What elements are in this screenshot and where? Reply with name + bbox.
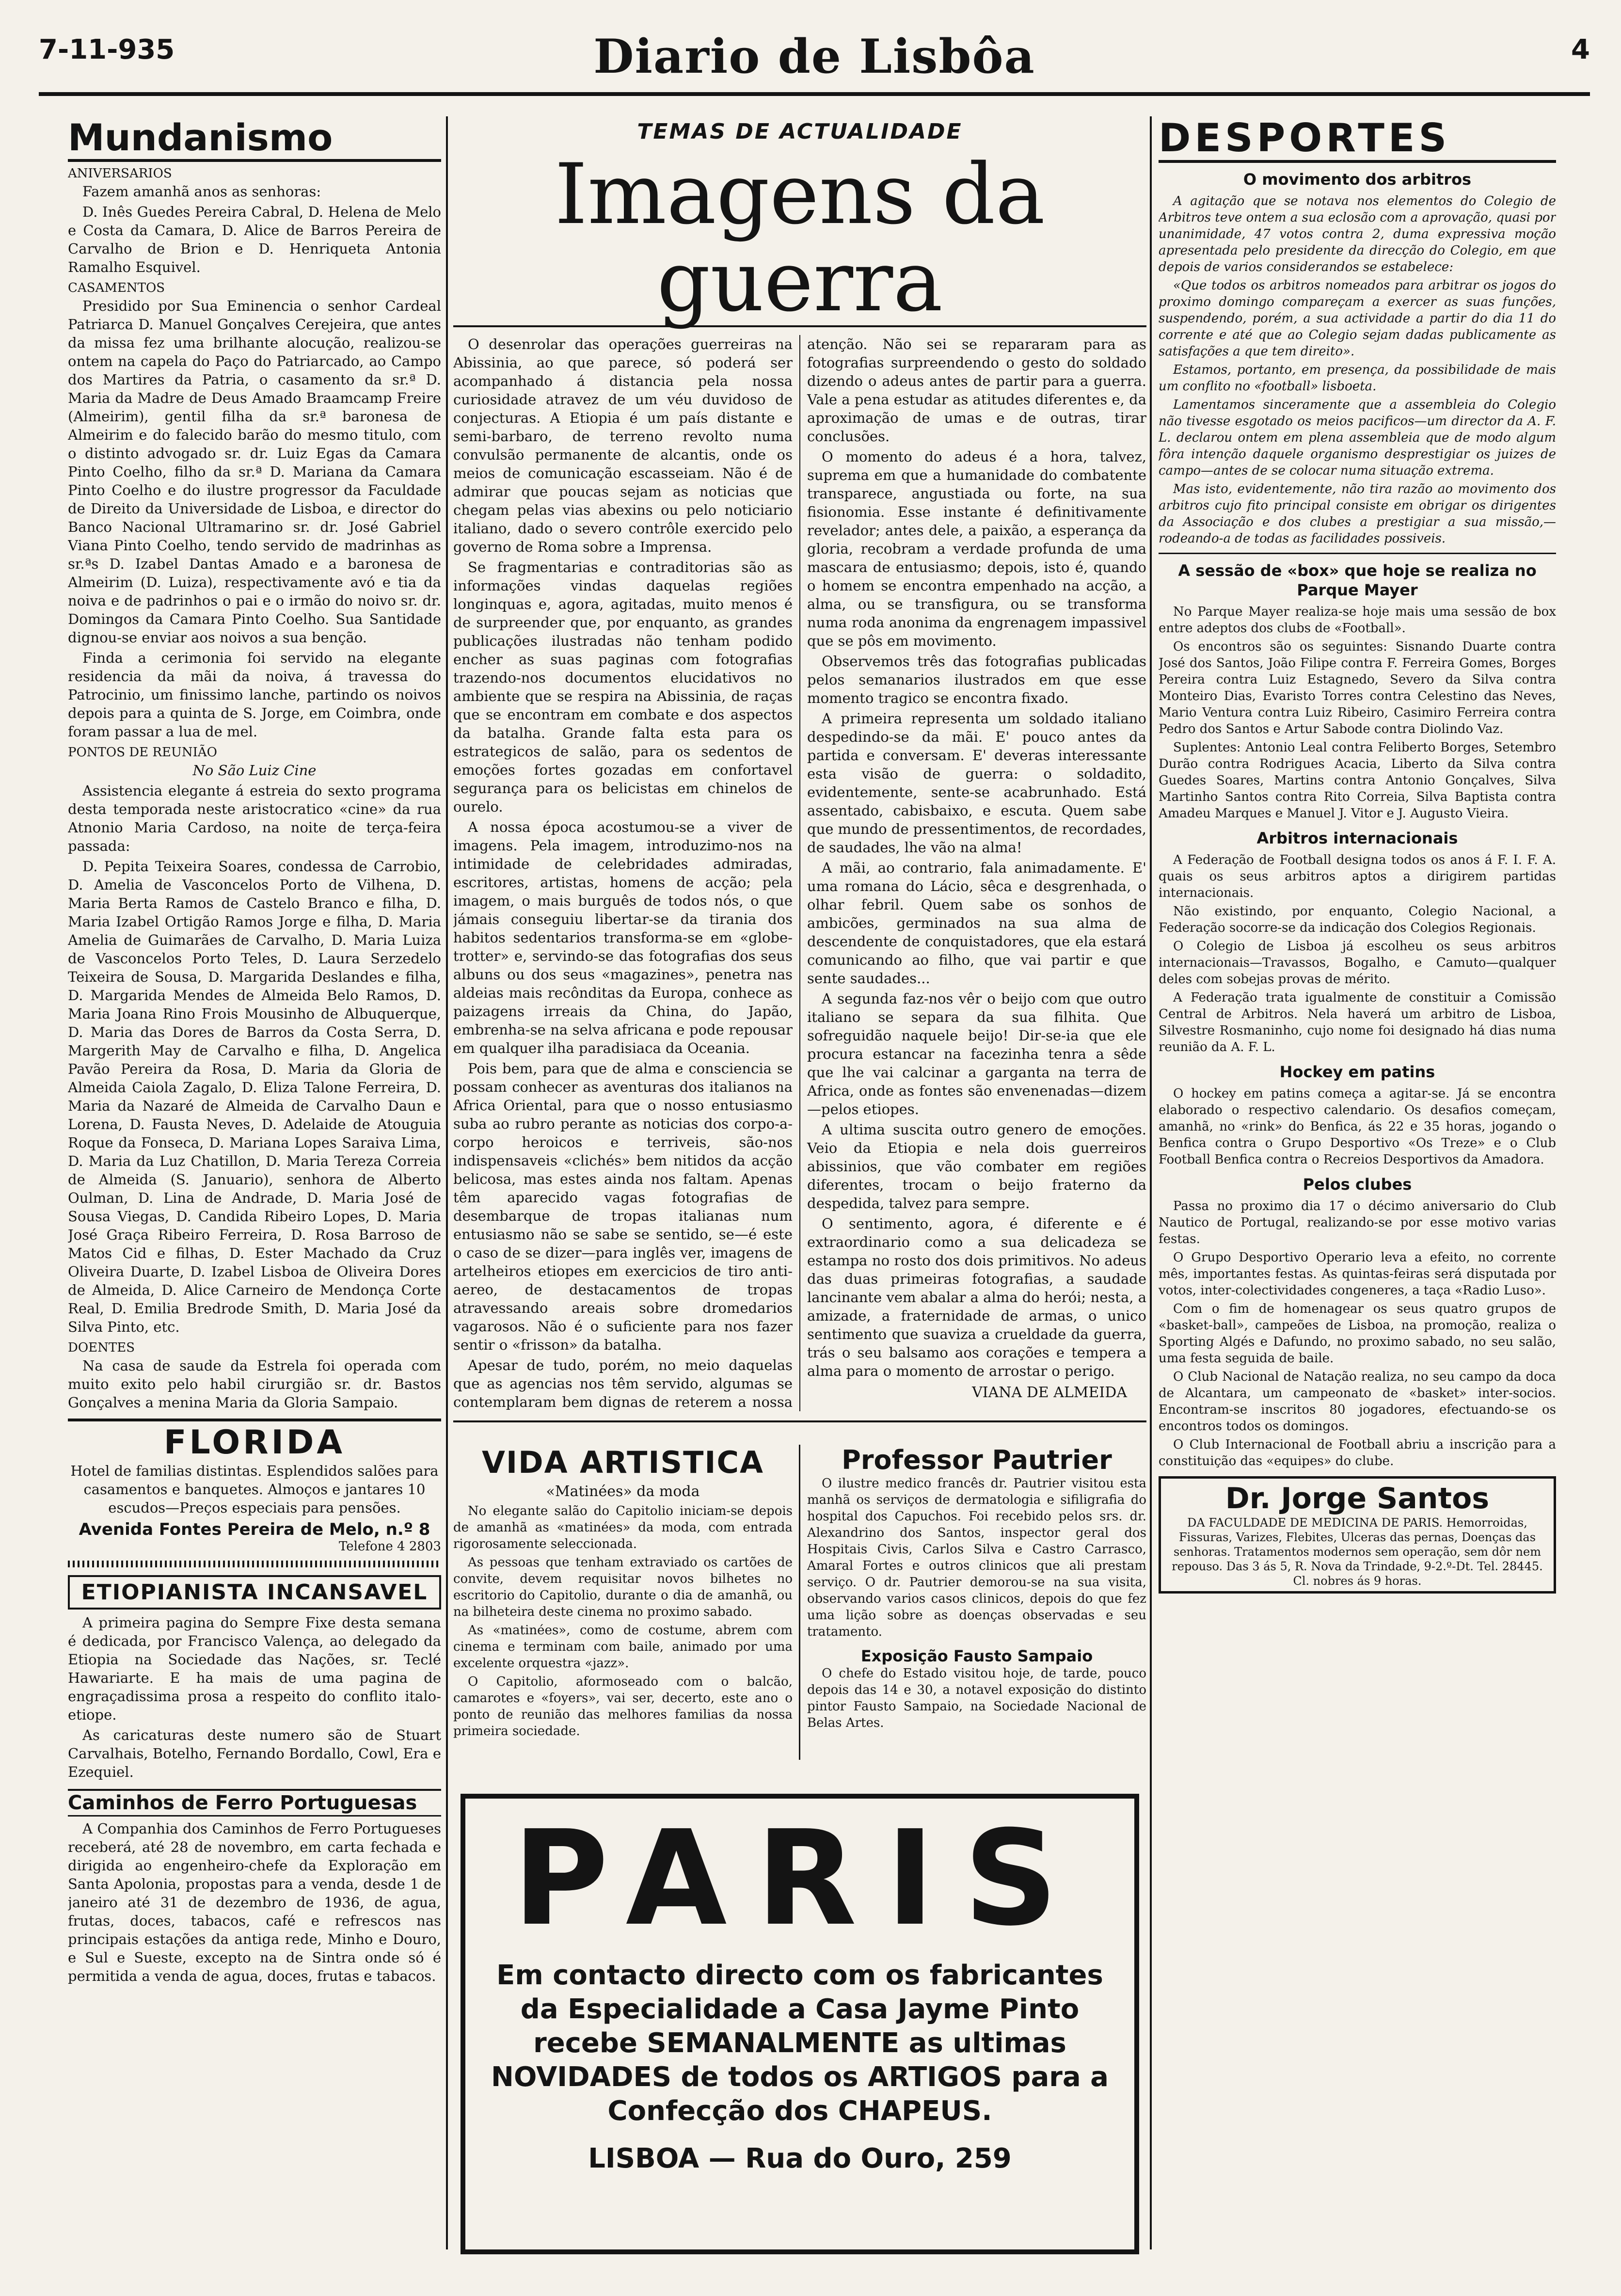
ad-paris-body: Em contacto directo com os fabricantes da Especialidade a Casa Jayme Pinto recebe SEMANALMENTE as ultimas NOVIDADES de todos os ARTIGOS para a Confecção dos CHAPEUS. xyxy=(491,1960,1109,2127)
article-body xyxy=(453,335,1146,1411)
headline-imagens-da-guerra: Imagens da guerra xyxy=(453,151,1146,327)
paragraph: D. Pepita Teixeira Soares, condessa de Carrobio, D. Amelia de Vasconcelos Porto de Vilhena, D. Maria Berta Ramos de Castelo Branco e filha, D. Maria Izabel Ortigão Ramos Jorge e filha, D. Maria Amelia de Guimarães de Carvalho, D. Maria Luiza de Vasconcelos Porto Teles, D. Laura Serzedelo Teixeira de Sousa, D. Margarida Deslandes e filha, D. Margarida Mendes de Almeida Belo Ramos, D. Maria Joana Rino Frois Mousinho de Albuquerque, D. Maria das Dores de Barros da Costa Serra, D. Margerith May de Carvalho e filha, D. Angelica Pavão Pereira da Rosa, D. Maria da Gloria de Almeida Caiola Zagalo, D. Eliza Talone Ferreira, D. Maria da Nazaré de Almeida de Carvalho Daun e Lorena, D. Fausta Neves, D. Adelaide de Atouguia Roque da Fonseca, D. Mariana Lopes Saraiva Lima, D. Maria da Luz Chatillon, D. Maria Tereza Correia de Almeida (S. Januario), senhora de Alberto Oulman, D. Lina de Andrade, D. Maria José de Sousa Viegas, D. Candida Ribeiro Lopes, D. Maria José Graça Ribeiro Ferreira, D. Rosa Barroso de Matos Cid e filhas, D. Ester Machado da Cruz Oliveira Duarte, D. Izabel Lisboa de Oliveira Dores de Almeida, D. Alice Carneiro de Mendonça Corte Real, D. Emilia Bredrode Smith, D. Maria José da Silva Pinto, etc. xyxy=(68,858,441,1335)
column-mundanismo xyxy=(68,116,441,2249)
paragraph: No elegante salão do Capitolio iniciam-se depois de amanhã as «matinées» da moda, com entrada rigorosamente seleccionada. xyxy=(453,1504,793,1551)
masthead-rule xyxy=(39,92,1590,96)
paragraph: O chefe do Estado visitou hoje, de tarde, pouco depois das 14 e 30, a notavel exposição do distinto pintor Fausto Sampaio, na Sociedade Nacional de Belas Artes. xyxy=(807,1666,1146,1730)
paragraph: As caricaturas deste numero são de Stuart Carvalhais, Botelho, Fernando Bordallo, Cowl, Era e Ezequiel. xyxy=(68,1727,441,1780)
paragraph: A Companhia dos Caminhos de Ferro Portugueses receberá, até 28 de novembro, em carta fechada e dirigida ao engenheiro-chefe da Exploração em Santa Apolonia, propostas para a venda, desde 1 de janeiro até 31 de dezembro de 1936, de agua, frutas, doces, tabacos, café e refrescos nas principais estações da antiga rede, Minho e Douro, e Sul e Sueste, excepto na de Sintra onde só é permitida a venda de agua, doces, frutas e tabacos. xyxy=(68,1820,441,1984)
paragraph: D. Inês Guedes Pereira Cabral, D. Helena de Melo e Costa da Camara, D. Alice de Barros Pereira de Carvalho de Brion e D. Henriqueta Antonia Ramalho Esquivel. xyxy=(68,204,441,275)
headline-box: A sessão de «box» que hoje se realiza no Parque Mayer xyxy=(1178,561,1537,599)
section-rule xyxy=(453,1420,1146,1422)
paragraph: A agitação que se notava nos elementos do Colegio de Arbitros teve ontem a sua eclosão com a aprovação, quasi por unanimidade, 47 votos contra 2, duma expressiva moção apresentada pelo presidente da direcção do Colegio, em que depois de varios considerandos se estabelece: xyxy=(1159,194,1556,274)
headline-vida-artistica: VIDA ARTISTICA xyxy=(482,1445,764,1480)
paragraph: Mas isto, evidentemente, não tira razão ao movimento dos arbitros cujo fito principal consiste em obrigar os dirigentes da Associação e dos clubes a prestigiar a sua missão,—rodeando-a de todas as facilidades possiveis. xyxy=(1159,482,1556,546)
paragraph: Fazem amanhã anos as senhoras: xyxy=(82,183,321,200)
paragraph: Assistencia elegante á estreia do sexto programa desta temporada neste aristocratico «cine» da rua Atnonio Maria Cardoso, na noite de terça-feira passada: xyxy=(68,782,441,854)
subhead-doentes: DOENTES xyxy=(68,1340,135,1355)
paragraph: Suplentes: Antonio Leal contra Feliberto Borges, Setembro Durão contra Rodrigues Acacia, Liberto da Silva contra Guedes Soares, Martins contra Antonio Gonçalves, Silva Martinho Santos contra Rito Correia, Silva Baptista contra Amadeu Marques e Manuel J. Vitor e J. Augusto Vieira. xyxy=(1159,740,1556,821)
column-desportes xyxy=(1159,116,1556,2249)
paragraph: Com o fim de homenagear os seus quatro grupos de «basket-ball», campeões de Lisboa, na promoção, realiza o Sporting Algés e Dafundo, no proximo sabado, no seu salão, uma festa seguida de baile. xyxy=(1159,1302,1556,1366)
paragraph: O Club Nacional de Natação realiza, no seu campo da doca de Alcantara, um campeonato de «basket» inter-socios. Encontram-se inscritos 80 jogadores, efectuando-se os encontros todos os domingos. xyxy=(1159,1370,1556,1434)
ad-florida-title: FLORIDA xyxy=(68,1419,441,1462)
paragraph: A segunda faz-nos vêr o beijo com que outro italiano se separa da sua filhita. Que sofreguidão naquele beijo! Dir-se-ia que ele procura estancar na facezinha tenra a sêde que lhe vai calcinar a garganta na terra de Africa, onde as fontes são envenenadas—dizem—pelos etiopes. xyxy=(807,990,1146,1117)
divider xyxy=(1159,553,1556,554)
subhead-casamentos: CASAMENTOS xyxy=(68,281,165,295)
kicker-temas: TEMAS DE ACTUALIDADE xyxy=(637,119,963,144)
column-temas xyxy=(453,116,1146,1445)
paragraph: Passa no proximo dia 17 o décimo aniversario do Club Nautico de Portugal, realizando-se por esse motivo varias festas. xyxy=(1159,1199,1556,1246)
paragraph: A primeira pagina do Sempre Fixe desta semana é dedicada, por Francisco Valença, ao delegado da Etiopia na Sociedade das Nações, sr. Teclé Hawariarte. E ha mais de uma pagina de engraçadissima prosa a respeito do conflito italo-etiope. xyxy=(68,1614,441,1723)
headline-professor-pautrier: Professor Pautrier xyxy=(842,1445,1112,1475)
paragraph: O Colegio de Lisboa já escolheu os seus arbitros internacionais—Travassos, Bogalho, e Camuto—qualquer deles com sobejas provas de mérito. xyxy=(1159,939,1556,987)
paragraph: A ultima suscita outro genero de emoções. Veio da Etiopia e nela dois guerreiros abissinios, que vão combater em regiões diferentes, trocam o beijo fraterno da despedida, talvez para sempre. xyxy=(807,1121,1146,1212)
article-vida-artistica xyxy=(453,1445,793,1760)
paragraph: Se fragmentarias e contraditorias são as informações vindas daquelas regiões longinquas e, agora, agitadas, muito menos é de surpreender que, por enquanto, as grandes publicações ilustradas não tenham podido encher as suas paginas com fotografias trazendo-nos documentos elucidativos no ambiente que se respira na Abissinia, de raças que se encontram em combate e dos aspectos da batalha. Grande falta esta para os estrategicos de salão, para os sedentos de emoções fortes gozadas em confortavel segurança para os belicistas em chinelos de ourelo. xyxy=(453,559,793,815)
headline-caminhos-de-ferro: Caminhos de Ferro Portuguesas xyxy=(68,1789,441,1817)
headline-arbitros: O movimento dos arbitros xyxy=(1243,170,1472,189)
paragraph: Os encontros são os seguintes: Sisnando Duarte contra José dos Santos, João Filipe contra F. Ferreira Gomes, Borges Pereira contra Luiz Estagnedo, Severo da Silva contra Monteiro Dias, Evaristo Torres contra Celestino das Neves, Mario Ventura contra Luiz Ribeiro, Casimiro Ferreira contra Pedro dos Santos e Artur Sabode contra Diolindo Vaz. xyxy=(1159,639,1556,736)
paragraph: A Federação de Football designa todos os anos á F. I. F. A. quais os seus arbitros aptos a dirigirem partidas internacionais. xyxy=(1159,853,1556,900)
paragraph: «Que todos os arbitros nomeados para arbitrar os jogos do proximo domingo compareçam a exercer as suas funções, suspendendo, porém, a sua actividade a partir do dia 11 do corrente e até que ao Colegio sejam dadas publicamente as satisfações a que tem direito». xyxy=(1159,278,1556,359)
paragraph: Lamentamos sinceramente que a assembleia do Colegio não tivesse esgotado os meios pacificos—um director da A. F. L. declarou ontem em plena assembleia que de modo algum fôra intenção daquele organismo desprestigiar os juizes de campo—antes de se colocar numa situação extrema. xyxy=(1159,398,1556,478)
paragraph: A mãi, ao contrario, fala animadamente. E' uma romana do Lácio, sêca e desgrenhada, o olhar febril. Quem sabe os sonhos de ambicões, germinados na sua alma de descendente de conquistadores, que ela estará comunicando ao filho, que vai partir e que sente saudades... xyxy=(807,860,1146,987)
paragraph: O sentimento, agora, é diferente e é extraordinario como a sua delicadeza se estampa no rosto dos dois primitivos. No adeus das duas primeiras fotografias, a saudade lancinante vem abalar a alma do herói; nesta, a amizade, a fraternidade de armas, o unico sentimento que suaviza a crueldade da guerra, trás o seu balsamo aos corações e tempera a alma para o momento de arrostar o perigo. xyxy=(807,1215,1146,1379)
paragraph: Não existindo, por enquanto, Colegio Nacional, a Federação socorre-se da indicação dos Colegios Regionais. xyxy=(1159,904,1556,935)
paragraph: O Club Internacional de Football abriu a inscrição para a constituição das «equipes» do clube. xyxy=(1159,1437,1556,1468)
ad-paris-title: PARIS xyxy=(512,1802,1087,1955)
ad-paris xyxy=(461,1794,1139,2254)
newspaper-title: Diario de Lisbôa xyxy=(593,29,1035,84)
subhead-pontos: PONTOS DE REUNIÃO xyxy=(68,745,217,760)
paragraph: A Federação trata igualmente de constituir a Comissão Central de Arbitros. Nela haverá um arbitro de Lisboa, Silvestre Rosmaninho, cujo nome foi designado há dias numa reunião da A. F. L. xyxy=(1159,990,1556,1054)
ad-florida-address: Avenida Fontes Pereira de Melo, n.º 8 xyxy=(79,1520,430,1539)
ornament-divider xyxy=(68,1561,441,1567)
headline-exposicao: Exposição Fausto Sampaio xyxy=(860,1647,1093,1665)
lower-column-rule xyxy=(799,1445,800,1760)
ad-florida-text: Hotel de familias distintas. Esplendidos salões para casamentos e banquetes. Almoços e jantares 10 escudos—Preços especiais para pensões. xyxy=(70,1463,439,1516)
column-rule-right xyxy=(1150,116,1152,2249)
headline-clubes: Pelos clubes xyxy=(1303,1175,1412,1194)
ad-jorge-title: Dr. Jorge Santos xyxy=(1225,1482,1490,1515)
paragraph: O momento do adeus é a hora, talvez, suprema em que a humanidade do combatente transparece, angustiada ou forte, na sua fisionomia. Esse instante é definitivamente revelador; antes dele, a paixão, a esperança da gloria, recobram a verdade profunda de uma mascara de entusiasmo; depois, isto é, quando o homem se encontra empenhado na acção, a alma, ou se transfigura, ou se transforma numa roda anonima da engrenagem impassivel que se pôs em movimento. xyxy=(807,448,1146,649)
paragraph: As pessoas que tenham extraviado os cartões de convite, devem requisitar novos bilhetes no escritorio do Capitolio, durante o dia de amanhã, ou na bilheteira deste cinema no proximo sabado. xyxy=(453,1555,793,1619)
venue-subhead: No São Luiz Cine xyxy=(192,762,317,779)
ad-jorge-body: DA FACULDADE DE MEDICINA DE PARIS. Hemorroidas, Fissuras, Varizes, Flebites, Ulceras das pernas, Doenças das senhoras. Tratamentos modernos sem operação, sem dôr nem repouso. Das 3 ás 5, R. Nova da Trindade, 9-2.º-Dt. Tel. 28445. Cl. nobres ás 9 horas. xyxy=(1172,1516,1543,1588)
issue-date: 7-11-935 xyxy=(39,34,175,65)
ad-florida-phone: Telefone 4 2803 xyxy=(338,1539,441,1554)
paragraph: O Capitolio, aformoseado com o balcão, camarotes e «foyers», vai ser, decerto, este ano o ponto de reunião das melhores familias da nossa primeira sociedade. xyxy=(453,1674,793,1738)
section-title-desportes: DESPORTES xyxy=(1159,116,1556,163)
paragraph: Finda a cerimonia foi servido na elegante residencia da mãi da noiva, á travessa do Patrocinio, um finissimo lanche, partindo os noivos depois para a quinta de S. Jorge, em Coimbra, onde foram passar a lua de mel. xyxy=(68,650,441,740)
column-rule-left xyxy=(446,116,448,2249)
paragraph: Estamos, portanto, em presença, da possibilidade de mais um conflito no «football» lisboeta. xyxy=(1159,363,1556,394)
headline-hockey: Hockey em patins xyxy=(1279,1063,1435,1081)
paragraph: O hockey em patins começa a agitar-se. Já se encontra elaborado o respectivo calendario. Os desafios começam, amanhã, no «rink» do Benfica, ás 22 e 35 horas, jogando o Benfica contra o Grupo Desportivo «Os Treze» e o Club Football Benfica contra o Recreios Desportivos da Amadora. xyxy=(1159,1086,1556,1167)
paragraph: Na casa de saude da Estrela foi operada com muito exito pelo habil cirurgião sr. dr. Bastos Gonçalves a menina Maria da Gloria Sampaio. xyxy=(68,1357,441,1411)
lower-center-block xyxy=(453,1445,1146,1760)
ad-paris-address: LISBOA — Rua do Ouro, 259 xyxy=(588,2143,1012,2174)
subhead-matinees: «Matinées» da moda xyxy=(546,1483,700,1500)
paragraph: Pois bem, para que de alma e consciencia se possam conhecer as aventuras dos italianos na Africa Oriental, para que o nosso entusiasmo suba ao rubro perante as noticias dos corpo-a-corpo heroicos e terriveis, são-nos indispensaveis «clichés» bem nitidos da acção belicosa, mas estes ainda nos faltam. Apenas têm aparecido vagas fotografias de desembarque de tropas italianas num entusiasmo não se sabe se sentido, se—é este o caso de se dizer—para inglês ver, imagens de artelheiros etiopes em exercicios de tiro anti-aereo, de destacamentos de tropas atravessando areais sobre dromedarios vagarosos. Não é o suficiente para nos fazer sentir o «frisson» da batalha. xyxy=(453,1060,793,1353)
paragraph: O Grupo Desportivo Operario leva a efeito, no corrente mês, importantes festas. As quintas-feiras será disputada por votos, inter-colectividades congeneres, a taça «Radio Luso». xyxy=(1159,1250,1556,1298)
paragraph: Apesar de tudo, porém, no meio daquelas que as agencias nos têm servido, algumas se contemplaram bem dignas de reterem a nossa atenção. Não sei se repararam para as fotografias surpreendendo o gesto do soldado dizendo o adeus antes de partir para a guerra. Vale a pena estudar as atitudes diferentes e, da aproximação de umas e de outras, tirar conclusões. xyxy=(453,336,1146,1410)
subhead-aniversarios: ANIVERSARIOS xyxy=(68,166,172,181)
paragraph: A nossa época acostumou-se a viver de imagens. Pela imagem, introduzimo-nos na intimidade de celebridades admiradas, escritores, artistas, homens de acção; pela imagem, o mais burguês de todos nós, o que jámais conseguiu libertar-se da tirania dos habitos sedentarios transforma-se em «globe-trotter» e, servindo-se das fotografias dos seus albuns ou dos seus «magazines», penetra nas aldeias mais recônditas da Europa, conhece as paizagens irreais da China, do Japão, embrenha-se na selva africana e pode repousar em qualquer ilha paradisiaca da Oceania. xyxy=(453,819,793,1056)
page-number: 4 xyxy=(1571,34,1590,65)
ad-jorge-santos xyxy=(1159,1476,1556,1594)
headline-arbitros-internacionais: Arbitros internacionais xyxy=(1256,829,1458,847)
author-signature: VIANA DE ALMEIDA xyxy=(972,1384,1127,1401)
section-title-mundanismo: Mundanismo xyxy=(68,116,441,162)
article-professor-pautrier xyxy=(807,1445,1146,1760)
paragraph: O ilustre medico francês dr. Pautrier visitou esta manhã os serviços de dermatologia e sifiligrafia do hospital dos Capuchos. Foi recebido pelos srs. dr. Alexandrino dos Santos, inspector geral dos Hospitais Civis, Carlos Silva e Castro Carrasco, Amaral Fortes e outros clinicos que ali prestam serviço. O dr. Pautrier demorou-se na sua visita, observando varios casos clinicos, depois do que fez uma lição sobre as doenças observadas e seu tratamento. xyxy=(807,1476,1146,1639)
paragraph: Presidido por Sua Eminencia o senhor Cardeal Patriarca D. Manuel Gonçalves Cerejeira, que antes da missa fez uma brilhante alocução, realizou-se ontem na capela do Paço do Patriarcado, ao Campo dos Martires da Patria, o casamento da sr.ª D. Maria da Madre de Deus Amado Braamcamp Freire (Almeirim), gentil filha da sr.ª baronesa de Almeirim e do falecido barão do mesmo titulo, com o distinto advogado sr. dr. Luiz Egas da Camara Pinto Coelho, filho da sr.ª D. Mariana da Camara Pinto Coelho e do ilustre progressor da Faculdade de Direito da Universidade de Lisboa, e director do Banco Nacional Ultramarino sr. dr. José Gabriel Viana Pinto Coelho, tendo servido de madrinhas as sr.ªs D. Izabel Dantas Amado e a baronesa de Almeirim (D. Luiza), respectivamente avó e tia da noiva e de padrinhos o pai e o irmão do noivo sr. dr. Domingos da Camara Pinto Coelho. Sua Santidade dignou-se enviar aos noivos a sua benção. xyxy=(68,298,441,646)
paragraph: Observemos três das fotografias publicadas pelos semanarios ilustrados em que esse momento tragico se encontra fixado. xyxy=(807,653,1146,706)
headline-etiopianista: ETIOPIANISTA INCANSAVEL xyxy=(68,1575,441,1610)
paragraph: A primeira representa um soldado italiano despedindo-se da mãi. E' pouco antes da partida e conversam. E' deveras interessante esta visão de guerra: o soldadito, evidentemente, sente-se acabrunhado. Está assentado, cabisbaixo, e escuta. Quem sabe que mundo de pressentimentos, de recordades, de saudades, lhe vão na alma! xyxy=(807,710,1146,856)
paragraph: O desenrolar das operações guerreiras na Abissinia, ao que parece, só poderá ser acompanhado á distancia pela nossa curiosidade atravez de um véu duvidoso de conjecturas. A Etiopia é um país distante e semi-barbaro, de terreno revolto numa convulsão permanente de alcantis, onde os meios de comunicação escasseiam. Não é de admirar que poucas sejam as noticias que chegam pelas vias abexins ou pelo noticiario italiano, dado o severo contrôle exercido pelo governo de Roma sobre a Imprensa. xyxy=(453,336,793,555)
masthead xyxy=(39,29,1590,87)
paragraph: No Parque Mayer realiza-se hoje mais uma sessão de box entre adeptos dos clubs de «Football». xyxy=(1159,605,1556,636)
paragraph: As «matinées», como de costume, abrem com cinema e terminam com baile, animado por uma excelente orquestra «jazz». xyxy=(453,1623,793,1671)
